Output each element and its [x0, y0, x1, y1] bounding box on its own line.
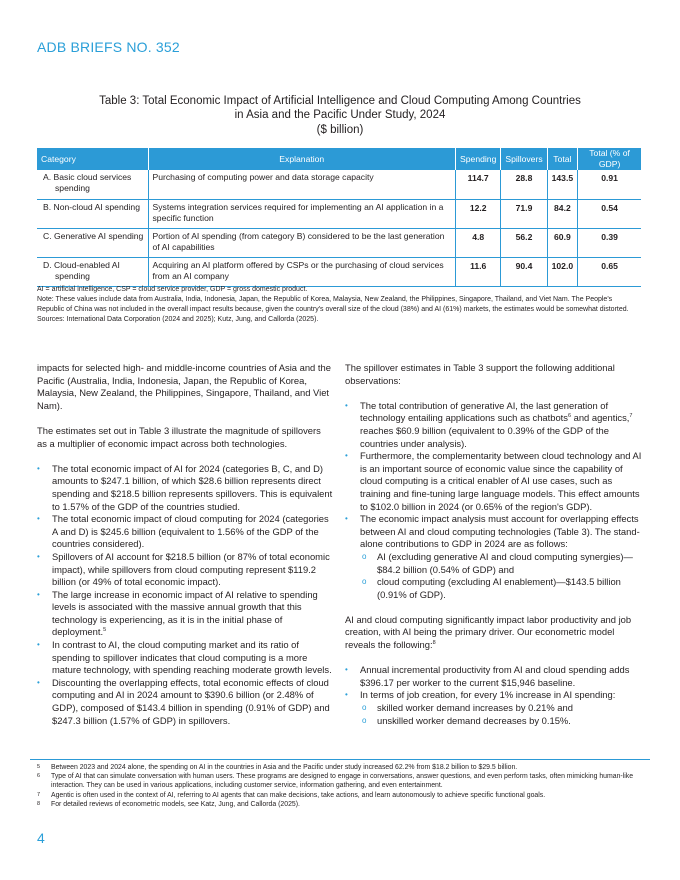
table-title-line: in Asia and the Pacific Under Study, 2024	[234, 109, 446, 121]
cell-explanation: Purchasing of computing power and data storage capacity	[148, 170, 456, 199]
table-unit: ($ billion)	[316, 124, 364, 136]
list-item: • Spillovers of AI account for $218.5 billion (or 87% of total economic impact), while spillovers from cloud computing represent $119.2 billion (or 49% of total economic impact).	[37, 551, 333, 589]
cell-spillovers: 71.9	[501, 199, 547, 228]
paragraph: The spillover estimates in Table 3 support the following additional observations:	[345, 362, 615, 386]
footnote	[37, 800, 647, 809]
cell-category	[37, 199, 148, 228]
publication-header: ADB BRIEFS NO. 352	[37, 39, 180, 55]
table-title-line: Table 3: Total Economic Impact of Artificial Intelligence and Cloud Computing Among Countries	[99, 95, 581, 107]
footnote-ref[interactable]: 8	[432, 640, 436, 647]
cell-category	[37, 228, 148, 257]
cell-pct-gdp: 0.39	[578, 228, 641, 257]
footnote	[37, 772, 647, 790]
footnote-number: 5	[37, 764, 41, 770]
category-text: A. Basic cloud services spending	[43, 172, 132, 193]
list-item: • The total economic impact of cloud computing for 2024 (categories A and D) is $245.6 billion (equivalent to 1.56% of the GDP of the countries considered).	[37, 513, 333, 551]
list-item-text: The large increase in economic impact of AI relative to spending levels is associated with the massive annual growth that this technology is experiencing, as it is in the initial phase of deployment.	[52, 588, 318, 638]
list-item-text: reaches $60.9 billion (equivalent to 0.39% of the GDP of the countries under analysis).	[360, 424, 609, 449]
paragraph	[345, 614, 643, 652]
category-text: D. Cloud-enabled AI spending	[43, 259, 120, 281]
sub-list-item: o skilled worker demand increases by 0.21% and	[345, 702, 643, 715]
cell-pct-gdp: 0.65	[578, 257, 641, 286]
cell-pct-gdp: 0.54	[578, 199, 641, 228]
col-spillovers: Spillovers	[501, 148, 547, 170]
list-item: • In terms of job creation, for every 1% increase in AI spending:	[345, 689, 643, 702]
col-total: Total	[547, 148, 578, 170]
list-item: • The total economic impact of AI for 2024 (categories B, C, and D) amounts to $247.1 billion, of which $28.6 billion represents direct spending and $218.5 billion represents spillovers. This is equivalent to 1.57% of the GDP of the countries studied.	[37, 463, 333, 513]
list-item: • Furthermore, the complementarity between cloud technology and AI is an important source of economic value since the capability of cloud computing is a critical enabler of AI use cases, such as training and fine-tuning large language models. This effect amounts to $102.0 billion in 2024 (or 0.65% of the region's GDP).	[345, 450, 643, 513]
footnote-number: 7	[37, 791, 41, 798]
list-item	[345, 400, 643, 450]
cell-category	[37, 257, 148, 286]
cell-total: 143.5	[547, 170, 578, 199]
cell-category	[37, 170, 148, 199]
table-title	[60, 94, 620, 122]
footnote-ref[interactable]: 7	[629, 413, 633, 420]
abbreviations: AI = artificial intelligence, CSP = cloud service provider, GDP = gross domestic product.	[37, 286, 308, 293]
col-pct-gdp: Total (% of GDP)	[578, 148, 641, 170]
footnote-text: For detailed reviews of econometric models, see Katz, Jung, and Callorda (2025).	[51, 800, 300, 808]
list-item: • In contrast to AI, the cloud computing market and its ratio of spending to spillover indicates that cloud computing is a more mature technology, with spending reaching moderate growth levels.	[37, 639, 333, 677]
footnote-text: Between 2023 and 2024 alone, the spending on AI in the countries in Asia and the Pacific under study increased 62.2% from $18.2 billion to $29.5 billion.	[51, 764, 518, 771]
cell-explanation: Systems integration services required for implementing an AI application in a specific function	[148, 199, 456, 228]
footnote-ref[interactable]: 5	[103, 627, 107, 634]
footnote-text: Agentic is often used in the context of AI, referring to AI agents that can make decisions, take actions, and learn autonomously to achieve specific functional goals.	[51, 791, 546, 799]
sub-list-item: o unskilled worker demand decreases by 0.15%.	[345, 715, 643, 728]
category-text: B. Non-cloud AI spending	[43, 201, 140, 212]
cell-explanation: Portion of AI spending (from category B) considered to be the last generation of AI capabilities	[148, 228, 456, 257]
list-item: • Annual incremental productivity from AI and cloud spending adds $396.17 per worker to the current $15,946 baseline.	[345, 664, 643, 689]
col-explanation: Explanation	[148, 148, 456, 170]
table-row	[37, 257, 641, 286]
footnote-number: 8	[37, 800, 41, 807]
list-item-text: The total contribution of generative AI, the last generation of technology entailing applications such as chatbots	[360, 399, 609, 424]
footnote-divider	[30, 759, 650, 760]
impact-table	[37, 148, 641, 287]
cell-pct-gdp: 0.91	[578, 170, 641, 199]
table-sources: Sources: International Data Corporation (2024 and 2025); Kutz, Jung, and Callorda (2025).	[37, 316, 319, 323]
bullet-list	[345, 664, 643, 727]
paragraph-text: AI and cloud computing significantly impact labor productivity and job creation, with AI being the primary driver. Our econometric model reveals the following:	[345, 613, 632, 651]
table-row	[37, 170, 641, 199]
list-item-text: and agentics,	[571, 412, 630, 424]
category-text: C. Generative AI spending	[43, 230, 144, 241]
sub-list-item: o AI (excluding generative AI and cloud computing synergies)—$84.2 billion (0.54% of GDP) and	[345, 551, 643, 576]
left-column	[37, 362, 333, 740]
list-item	[37, 589, 333, 639]
table-note: Note: These values include data from Australia, India, Indonesia, Japan, the Republic of Korea, Malaysia, New Zealand, the Philippines, Singapore, Thailand, and Viet Nam. The People's Republic of China was not included in the overall impact results because, given the country's overall size of the cloud (38%) and AI (61%) markets, the estimates would be somewhat distorted.	[37, 296, 629, 313]
bullet-list	[345, 400, 643, 602]
paragraph: impacts for selected high- and middle-income countries of Asia and the Pacific (Australia, India, Indonesia, Japan, the Republic of Korea, Malaysia, New Zealand, the Philippines, Singapore, Thailand, and Viet Nam).	[37, 362, 331, 411]
footnote	[37, 763, 647, 772]
table-row	[37, 228, 641, 257]
page-number: 4	[37, 830, 45, 846]
table-notes	[37, 285, 637, 325]
cell-total: 60.9	[547, 228, 578, 257]
cell-spillovers: 90.4	[501, 257, 547, 286]
right-column	[345, 362, 643, 740]
col-category: Category	[37, 148, 148, 170]
bullet-list	[37, 463, 333, 727]
cell-spending: 12.2	[456, 199, 501, 228]
sub-list-item: o cloud computing (excluding AI enablement)—$143.5 billion (0.91% of GDP).	[345, 576, 643, 601]
table-row	[37, 199, 641, 228]
cell-total: 84.2	[547, 199, 578, 228]
footnotes	[37, 763, 647, 809]
cell-spillovers: 56.2	[501, 228, 547, 257]
cell-explanation: Acquiring an AI platform offered by CSPs or the purchasing of cloud services from an AI company	[148, 257, 456, 286]
col-spending: Spending	[456, 148, 501, 170]
paragraph: The estimates set out in Table 3 illustrate the magnitude of spillovers as a multiplier of economic impact across both technologies.	[37, 424, 321, 449]
cell-spending: 114.7	[456, 170, 501, 199]
list-item: • The economic impact analysis must account for overlapping effects between AI and cloud computing technologies (Table 3). The stand-alone contributions to GDP in 2024 are as follows:	[345, 513, 643, 551]
cell-spillovers: 28.8	[501, 170, 547, 199]
footnote-number: 6	[37, 773, 41, 780]
footnote-ref[interactable]: 6	[567, 413, 572, 420]
list-item: • Discounting the overlapping effects, total economic effects of cloud computing and AI in 2024 amount to $390.6 billion (or 2.48% of GDP), composed of $143.4 billion in spending (0.91% of GDP) and $247.3 billion (1.57% of GDP) in spillovers.	[37, 677, 333, 727]
cell-spending: 11.6	[456, 257, 501, 286]
table-header-row	[37, 148, 641, 170]
cell-total: 102.0	[547, 257, 578, 286]
cell-spending: 4.8	[456, 228, 501, 257]
footnote	[37, 791, 647, 800]
footnote-text: Type of AI that can simulate conversation with human users. These programs are designed to engage in conversations, answer questions, and even perform tasks, often mimicking human-like interaction. They can be used in various applications, including customer service, information gathering, and even entertainment.	[51, 773, 634, 790]
